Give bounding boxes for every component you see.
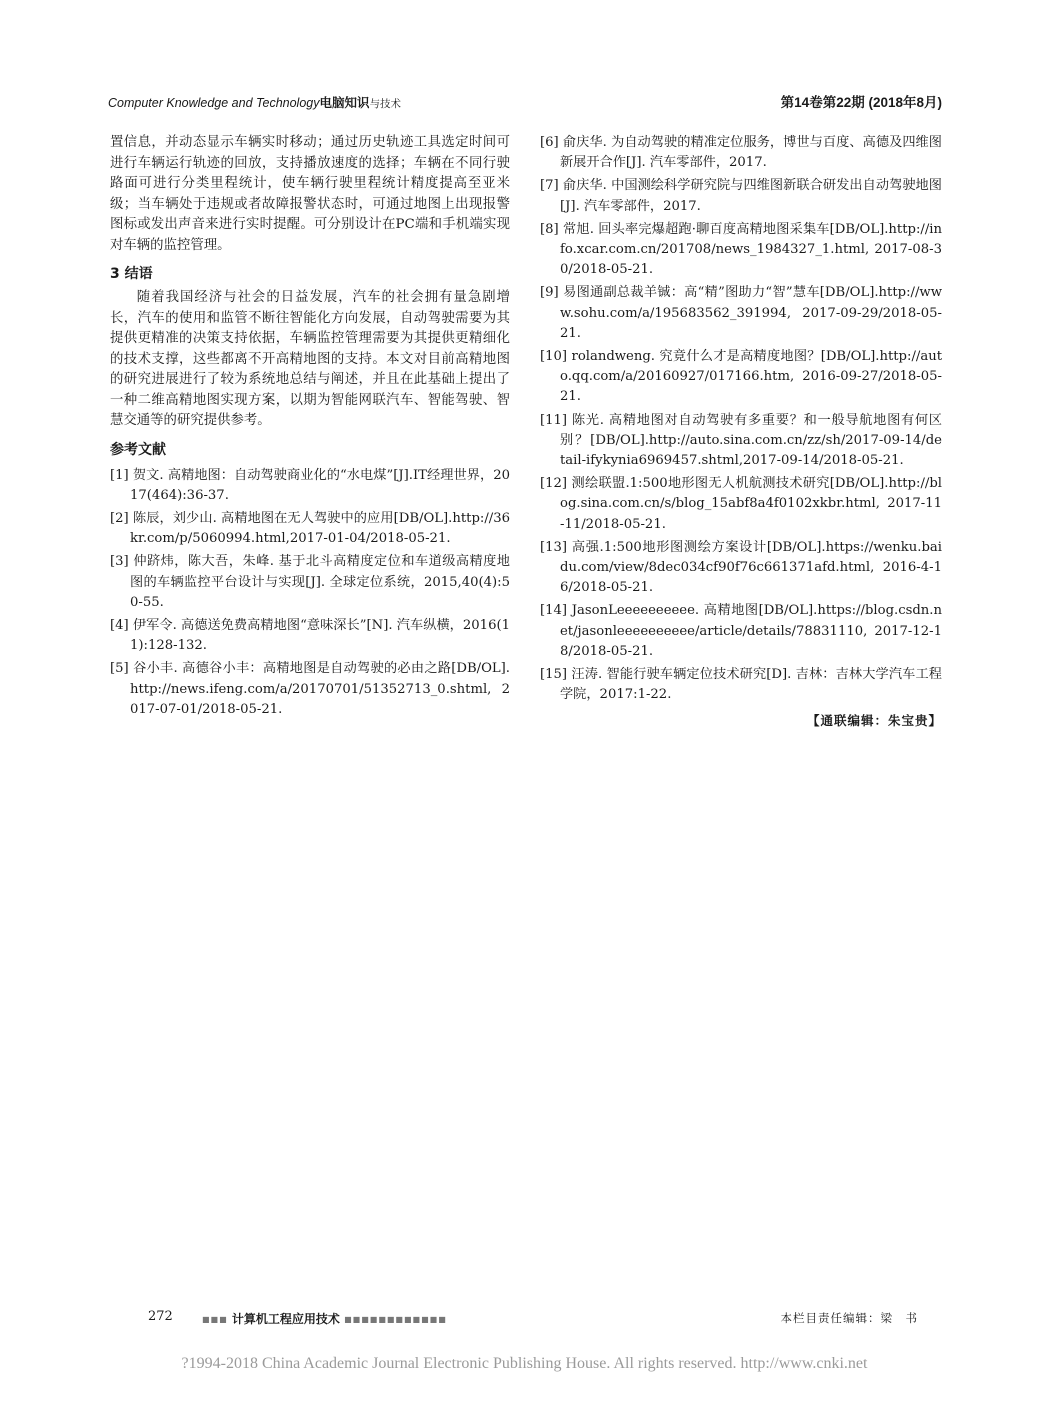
journal-chinese-name: 电脑知识: [319, 96, 370, 110]
page-number: 272: [148, 1309, 173, 1324]
liaison-editor-note: 【通联编辑：朱宝贵】: [806, 713, 942, 729]
section-3-title: 3 结语: [110, 266, 153, 282]
page-header: [108, 94, 942, 114]
reference-item: [10] rolandweng. 究竟什么才是高精度地图？[DB/OL].http://auto.qq.com/a/20160927/017166.htm, 2016-09-27/2018-05-21.: [540, 349, 942, 405]
issue-info: 第14卷第22期 (2018年8月): [780, 95, 942, 110]
references-list-right: [540, 133, 942, 705]
reference-item: [12] 测绘联盟.1:500地形图无人机航测技术研究[DB/OL].http://blog.sina.com.cn/s/blog_15abf8a4f0102xkbr.html, 2017-11-11/2018-05-21.: [540, 476, 942, 532]
reference-item: [6] 俞庆华. 为自动驾驶的精准定位服务，博世与百度、高德及四维图新展开合作[J]. 汽车零部件，2017.: [540, 135, 942, 171]
journal-chinese-suffix: 与技术: [369, 98, 402, 110]
journal-running-title: [108, 94, 401, 113]
reference-item: [9] 易图通副总裁羊铖：高“精”图助力“智”慧车[DB/OL].http://www.sohu.com/a/195683562_391994, 2017-09-29/2018-05-21.: [540, 285, 942, 341]
reference-item: [5] 谷小丰. 高德谷小丰：高精地图是自动驾驶的必由之路[DB/OL]. http://news.ifeng.com/a/20170701/51352713_0.shtml, 2017-07-01/2018-05-21.: [110, 661, 510, 717]
left-column: [110, 133, 510, 723]
reference-item: [13] 高强.1:500地形图测绘方案设计[DB/OL].https://wenku.baidu.com/view/8dec034cf90f76c661371afd.html, 2016-4-16/2018-05-21.: [540, 539, 942, 596]
footer-section-name: 计算机工程应用技术: [231, 1312, 340, 1326]
reference-item: [7] 俞庆华. 中国测绘科学研究院与四维图新联合研发出自动驾驶地图[J]. 汽车零部件，2017.: [540, 178, 942, 214]
reference-item: [2] 陈辰，刘少山. 高精地图在无人驾驶中的应用[DB/OL].http://36kr.com/p/5060994.html,2017-01-04/2018-05-21.: [110, 510, 510, 547]
body-paragraph-1: 置信息，并动态显示车辆实时移动；通过历史轨迹工具选定时间可进行车辆运行轨迹的回放，支持播放速度的选择；车辆在不同行驶路面可进行分类里程统计，使车辆行驶里程统计精度提高至亚米级；当车辆处于违规或者故障报警状态时，可通过地图上出现报警图标或发出声音来进行实时提醒。可分别设计在PC端和手机端实现对车辆的监控管理。: [110, 135, 510, 253]
reference-item: [3] 仲跻炜，陈大吾，朱峰. 基于北斗高精度定位和车道级高精度地图的车辆监控平台设计与实现[J]. 全球定位系统，2015,40(4):50-55.: [110, 554, 510, 610]
page-footer: [148, 1309, 918, 1331]
column-editor: 本栏目责任编辑：梁 书: [780, 1311, 918, 1325]
reference-item: [1] 贺文. 高精地图：自动驾驶商业化的“水电煤”[J].IT经理世界，2017(464):36-37.: [110, 467, 510, 503]
footer-squares-left: ■■■: [202, 1315, 228, 1324]
reference-item: [15] 汪涛. 智能行驶车辆定位技术研究[D]. 吉林：吉林大学汽车工程学院，2017:1-22.: [540, 667, 942, 703]
copyright-watermark: ?1994-2018 China Academic Journal Electronic Publishing House. All rights reserved. http://www.cnki.net: [181, 1355, 868, 1372]
footer-journal-section: [202, 1310, 447, 1327]
right-column: [540, 133, 942, 729]
reference-item: [4] 伊军令. 高德送免费高精地图“意味深长”[N]. 汽车纵横，2016(11):128-132.: [110, 617, 510, 654]
reference-item: [8] 常旭. 回头率完爆超跑·聊百度高精地图采集车[DB/OL].http://info.xcar.com.cn/201708/news_1984327_1.html, 2017-08-30/2018-05-21.: [540, 221, 942, 278]
journal-english-name: Computer Knowledge and Technology: [108, 96, 320, 110]
references-list-left: [110, 466, 510, 720]
references-title: 参考文献: [110, 441, 166, 458]
footer-squares-right: ■■■■■■■■■■■■: [344, 1315, 447, 1324]
reference-item: [11] 陈光. 高精地图对自动驾驶有多重要？和一般导航地图有何区别？[DB/OL].http://auto.sina.com.cn/zz/sh/2017-09-14/detail-ifykynia6969457.shtml,2017-09-14/2018-05-21.: [540, 412, 942, 469]
reference-item: [14] JasonLeeeeeeeeee. 高精地图[DB/OL].https://blog.csdn.net/jasonleeeeeeeeee/article/details/78831110, 2017-12-18/2018-05-21.: [540, 603, 942, 659]
conclusion-paragraph: 随着我国经济与社会的日益发展，汽车的社会拥有量急剧增长，汽车的使用和监管不断往智能化方向发展，自动驾驶需要为其提供更精准的决策支持依据，车辆监控管理需要为其提供更精细化的技术支撑，这些都离不开高精地图的支持。本文对目前高精地图的研究进展进行了较为系统地总结与阐述，并且在此基础上提出了一种二维高精地图实现方案，以期为智能网联汽车、智能驾驶、智慧交通等的研究提供参考。: [110, 290, 510, 428]
